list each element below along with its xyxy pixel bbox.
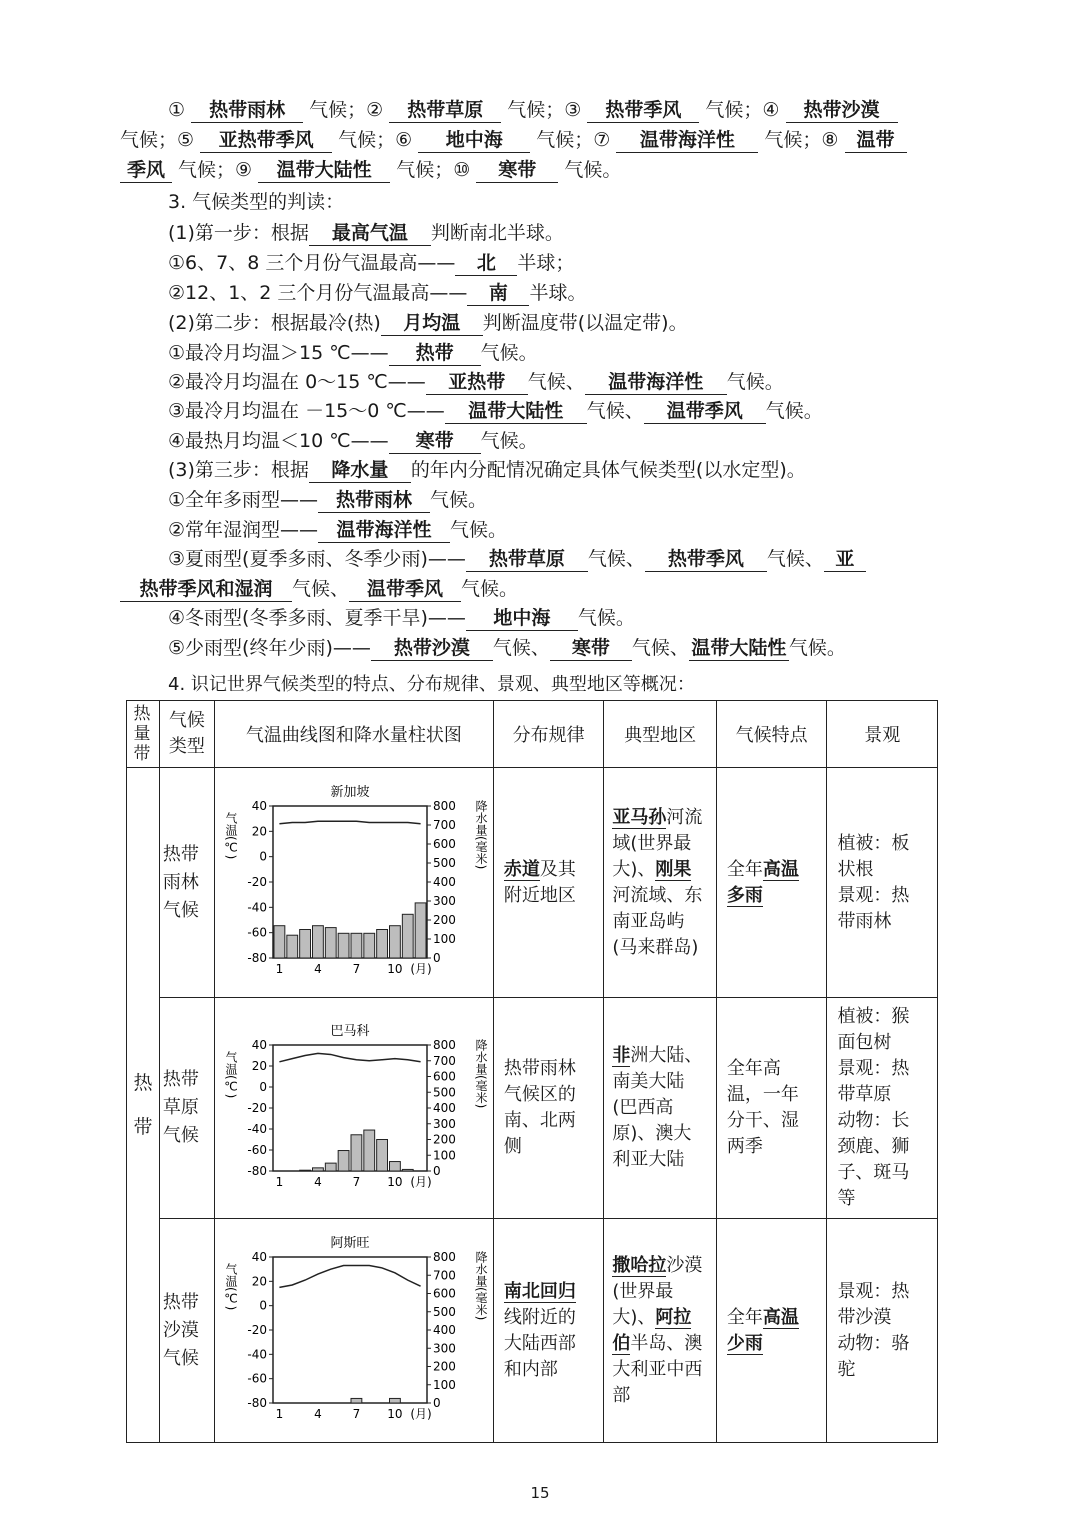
left-tick-label: 40 bbox=[251, 799, 267, 813]
right-axis-label: 降水量(毫米) bbox=[473, 1251, 488, 1321]
precipitation-bar bbox=[415, 903, 426, 958]
right-tick-label: 400 bbox=[432, 1100, 456, 1115]
step-1: (1)第一步：根据 最高气温 判断南北半球。 bbox=[168, 222, 564, 244]
left-tick-label: -40 bbox=[247, 900, 267, 915]
x-tick-label: 1 bbox=[275, 962, 284, 976]
answer-6: 地中海 bbox=[418, 128, 530, 153]
chart-cell bbox=[214, 1219, 493, 1443]
left-tick-label: 20 bbox=[251, 1058, 267, 1073]
right-tick-label: 700 bbox=[432, 1268, 456, 1283]
step-3a: ①全年多雨型—— 热带雨林 气候。 bbox=[168, 489, 488, 511]
right-tick-label: 100 bbox=[432, 1377, 456, 1392]
left-tick-label: -60 bbox=[247, 925, 267, 940]
table-row bbox=[127, 998, 938, 1219]
section-3-title: 3. 气候类型的判读： bbox=[168, 191, 345, 213]
answer-1: 热带雨林 bbox=[191, 98, 303, 123]
climate-type-cell: 热带沙漠气候 bbox=[159, 1219, 214, 1443]
region-cell: 亚马孙河流域(世界最大)、刚果河流域、东南亚岛屿(马来群岛) bbox=[604, 768, 717, 998]
x-tick-label: 1 bbox=[275, 1407, 284, 1421]
climate-type-cell: 热带草原气候 bbox=[159, 998, 214, 1219]
distribution-cell: 热带雨林气候区的南、北两侧 bbox=[493, 998, 604, 1219]
precipitation-bar bbox=[389, 926, 400, 958]
precipitation-bar bbox=[389, 1398, 400, 1403]
answer-5: 亚热带季风 bbox=[200, 128, 332, 153]
right-tick-label: 300 bbox=[432, 894, 456, 908]
feature-cell: 全年高温，一年分干、湿两季 bbox=[716, 998, 827, 1219]
right-tick-label: 0 bbox=[432, 951, 441, 965]
x-tick-label: 10 bbox=[387, 1174, 403, 1189]
region-cell: 撒哈拉沙漠(世界最大)、阿拉伯半岛、澳大利亚中西部 bbox=[604, 1219, 717, 1443]
x-tick-label: 10 bbox=[387, 1407, 403, 1421]
precipitation-bar bbox=[402, 914, 413, 958]
left-tick-label: -80 bbox=[247, 1396, 267, 1410]
distribution-cell: 南北回归线附近的大陆西部和内部 bbox=[493, 1219, 604, 1443]
step-3e: ⑤少雨型(终年少雨)—— 热带沙漠 气候、 寒带 气候、 温带大陆性 气候。 bbox=[168, 637, 846, 659]
temperature-line bbox=[279, 821, 420, 824]
right-tick-label: 400 bbox=[432, 875, 456, 889]
precipitation-bar bbox=[325, 928, 336, 958]
right-tick-label: 800 bbox=[432, 1037, 456, 1052]
right-tick-label: 200 bbox=[432, 1359, 456, 1374]
right-tick-label: 200 bbox=[432, 913, 456, 927]
x-tick-label: 4 bbox=[313, 1174, 322, 1189]
right-tick-label: 400 bbox=[432, 1323, 456, 1337]
right-tick-label: 300 bbox=[432, 1341, 456, 1356]
right-tick-label: 700 bbox=[432, 818, 456, 832]
left-tick-label: -40 bbox=[247, 1347, 267, 1362]
left-tick-label: 0 bbox=[259, 1298, 267, 1313]
distribution-cell: 赤道及其附近地区 bbox=[493, 768, 604, 998]
left-tick-label: 40 bbox=[251, 1250, 267, 1264]
left-tick-label: -60 bbox=[247, 1142, 267, 1157]
x-unit-label: (月) bbox=[410, 962, 432, 976]
precipitation-bar bbox=[351, 1134, 362, 1170]
landscape-cell: 景观：热带沙漠 动物：骆驼 bbox=[827, 1219, 938, 1443]
left-tick-label: -80 bbox=[247, 951, 267, 965]
climate-table bbox=[126, 700, 938, 1443]
precipitation-bar bbox=[351, 1398, 362, 1403]
header-region: 典型地区 bbox=[604, 701, 717, 768]
header-zone: 热量带 bbox=[127, 701, 160, 768]
right-tick-label: 700 bbox=[432, 1053, 456, 1068]
chart-title: 新加坡 bbox=[330, 785, 370, 800]
climate-list-line-2: 气候；⑤ 亚热带季风 气候；⑥ 地中海 气候；⑦ 温带海洋性 气候；⑧ 温带 bbox=[120, 128, 907, 153]
x-tick-label: 7 bbox=[352, 1174, 361, 1189]
right-tick-label: 0 bbox=[432, 1396, 441, 1410]
answer-8b: 季风 bbox=[120, 158, 172, 183]
precipitation-bar bbox=[377, 930, 388, 959]
right-tick-label: 600 bbox=[432, 1286, 456, 1301]
right-tick-label: 300 bbox=[432, 1116, 456, 1131]
x-tick-label: 4 bbox=[313, 962, 322, 976]
feature-cell: 全年高温少雨 bbox=[716, 1219, 827, 1443]
landscape-cell: 植被：猴面包树 景观：热带草原 动物：长颈鹿、狮子、斑马等 bbox=[827, 998, 938, 1219]
step-3c: ③夏雨型(夏季多雨、冬季少雨)—— 热带草原 气候、 热带季风 气候、 亚 bbox=[168, 547, 866, 572]
step-2d: ④最热月均温＜10 ℃—— 寒带 气候。 bbox=[168, 430, 538, 452]
climate-chart-bamako bbox=[215, 1007, 493, 1205]
temperature-line bbox=[279, 1053, 420, 1061]
page-number: 15 bbox=[530, 1484, 550, 1502]
precipitation-bar bbox=[364, 933, 375, 958]
climate-chart-aswan bbox=[215, 1219, 493, 1437]
step-3d: ④冬雨型(冬季多雨、夏季干旱)—— 地中海 气候。 bbox=[168, 607, 635, 629]
answer-4: 热带沙漠 bbox=[786, 98, 898, 123]
right-tick-label: 200 bbox=[432, 1132, 456, 1146]
step-2: (2)第二步：根据最冷(热) 月均温 判断温度带(以温定带)。 bbox=[168, 312, 688, 334]
left-tick-label: 20 bbox=[251, 1274, 267, 1289]
x-tick-label: 7 bbox=[352, 962, 361, 976]
table-row bbox=[127, 768, 938, 998]
chart-cell bbox=[214, 998, 493, 1219]
right-axis-label: 降水量(毫米) bbox=[473, 800, 488, 870]
x-unit-label: (月) bbox=[410, 1407, 432, 1421]
step-2c: ③最冷月均温在 －15～0 ℃—— 温带大陆性 气候、 温带季风 气候。 bbox=[168, 400, 823, 422]
right-tick-label: 0 bbox=[432, 1163, 441, 1178]
answer-8a: 温带 bbox=[845, 128, 907, 153]
left-axis-label: 气温(℃) bbox=[223, 812, 238, 860]
climate-list-line-3: 季风 气候；⑨ 温带大陆性 气候；⑩ 寒带 气候。 bbox=[120, 158, 621, 183]
precipitation-bar bbox=[338, 933, 349, 958]
x-tick-label: 4 bbox=[313, 1407, 322, 1421]
right-tick-label: 500 bbox=[432, 856, 456, 870]
precipitation-bar bbox=[312, 926, 323, 958]
answer-2: 热带草原 bbox=[389, 98, 501, 123]
step-1a: ①6、7、8 三个月份气温最高—— 北 半球； bbox=[168, 252, 575, 274]
temperature-line bbox=[279, 1266, 420, 1288]
header-feature: 气候特点 bbox=[716, 701, 827, 768]
precipitation-bar bbox=[287, 935, 298, 958]
x-tick-label: 1 bbox=[275, 1174, 284, 1189]
table-header-row bbox=[127, 701, 938, 768]
region-cell: 非洲大陆、南美大陆(巴西高原)、澳大利亚大陆 bbox=[604, 998, 717, 1219]
section-4-title: 4. 识记世界气候类型的特点、分布规律、景观、典型地区等概况： bbox=[168, 674, 695, 695]
right-tick-label: 600 bbox=[432, 837, 456, 851]
precipitation-bar bbox=[351, 933, 362, 958]
answer-10: 寒带 bbox=[476, 158, 558, 183]
precipitation-bar bbox=[364, 1130, 375, 1171]
right-tick-label: 800 bbox=[432, 1250, 456, 1264]
left-tick-label: 0 bbox=[259, 849, 267, 864]
plot-frame bbox=[273, 1257, 427, 1403]
landscape-cell: 植被：板状根 景观：热带雨林 bbox=[827, 768, 938, 998]
x-unit-label: (月) bbox=[410, 1174, 432, 1189]
precipitation-bar bbox=[312, 1167, 323, 1170]
left-tick-label: -20 bbox=[247, 875, 267, 889]
precipitation-bar bbox=[300, 930, 311, 959]
x-tick-label: 7 bbox=[352, 1407, 361, 1421]
step-2b: ②最冷月均温在 0～15 ℃—— 亚热带 气候、 温带海洋性 气候。 bbox=[168, 371, 784, 393]
left-tick-label: 40 bbox=[251, 1037, 267, 1052]
climate-chart-singapore bbox=[215, 768, 493, 992]
right-tick-label: 500 bbox=[432, 1304, 456, 1319]
feature-cell: 全年高温多雨 bbox=[716, 768, 827, 998]
right-tick-label: 100 bbox=[432, 932, 456, 946]
precipitation-bar bbox=[377, 1139, 388, 1171]
left-tick-label: 0 bbox=[259, 1079, 267, 1094]
header-landscape: 景观 bbox=[827, 701, 938, 768]
precipitation-bar bbox=[338, 1150, 349, 1170]
left-tick-label: -80 bbox=[247, 1163, 267, 1178]
right-tick-label: 800 bbox=[432, 799, 456, 813]
chart-cell bbox=[214, 768, 493, 998]
left-tick-label: -20 bbox=[247, 1100, 267, 1115]
header-type: 气候类型 bbox=[159, 701, 214, 768]
zone-cell: 热带 bbox=[127, 768, 160, 1443]
x-tick-label: 10 bbox=[387, 962, 403, 976]
right-tick-label: 600 bbox=[432, 1069, 456, 1083]
chart-title: 阿斯旺 bbox=[330, 1236, 370, 1251]
left-axis-label: 气温(℃) bbox=[223, 1263, 238, 1311]
precipitation-bar bbox=[402, 1169, 413, 1171]
precipitation-bar bbox=[325, 1163, 336, 1171]
right-tick-label: 500 bbox=[432, 1084, 456, 1099]
table-row bbox=[127, 1219, 938, 1443]
right-tick-label: 100 bbox=[432, 1147, 456, 1162]
step-1b: ②12、1、2 三个月份气温最高—— 南 半球。 bbox=[168, 282, 587, 304]
chart-title: 巴马科 bbox=[330, 1023, 370, 1039]
left-axis-label: 气温(℃) bbox=[223, 1050, 238, 1098]
precipitation-bar bbox=[300, 1170, 311, 1171]
answer-9: 温带大陆性 bbox=[258, 158, 390, 183]
step-3: (3)第三步：根据 降水量 的年内分配情况确定具体气候类型(以水定型)。 bbox=[168, 459, 806, 481]
step-3b: ②常年湿润型—— 温带海洋性 气候。 bbox=[168, 519, 508, 541]
left-tick-label: 20 bbox=[251, 824, 267, 839]
left-tick-label: -60 bbox=[247, 1371, 267, 1386]
header-distribution: 分布规律 bbox=[493, 701, 604, 768]
step-2a: ①最冷月均温＞15 ℃—— 热带 气候。 bbox=[168, 342, 538, 364]
step-3c-cont: 热带季风和湿润 气候、 温带季风 气候。 bbox=[120, 577, 518, 602]
answer-3: 热带季风 bbox=[587, 98, 699, 123]
climate-type-cell: 热带雨林气候 bbox=[159, 768, 214, 998]
precipitation-bar bbox=[274, 926, 285, 958]
precipitation-bar bbox=[389, 1161, 400, 1170]
header-chart: 气温曲线图和降水量柱状图 bbox=[214, 701, 493, 768]
answer-7: 温带海洋性 bbox=[616, 128, 758, 153]
right-axis-label: 降水量(毫米) bbox=[473, 1038, 488, 1108]
plot-frame bbox=[273, 1045, 427, 1171]
left-tick-label: -20 bbox=[247, 1323, 267, 1337]
left-tick-label: -40 bbox=[247, 1121, 267, 1136]
climate-list-line-1: ① 热带雨林 气候；② 热带草原 气候；③ 热带季风 气候；④ 热带沙漠 bbox=[168, 98, 898, 123]
